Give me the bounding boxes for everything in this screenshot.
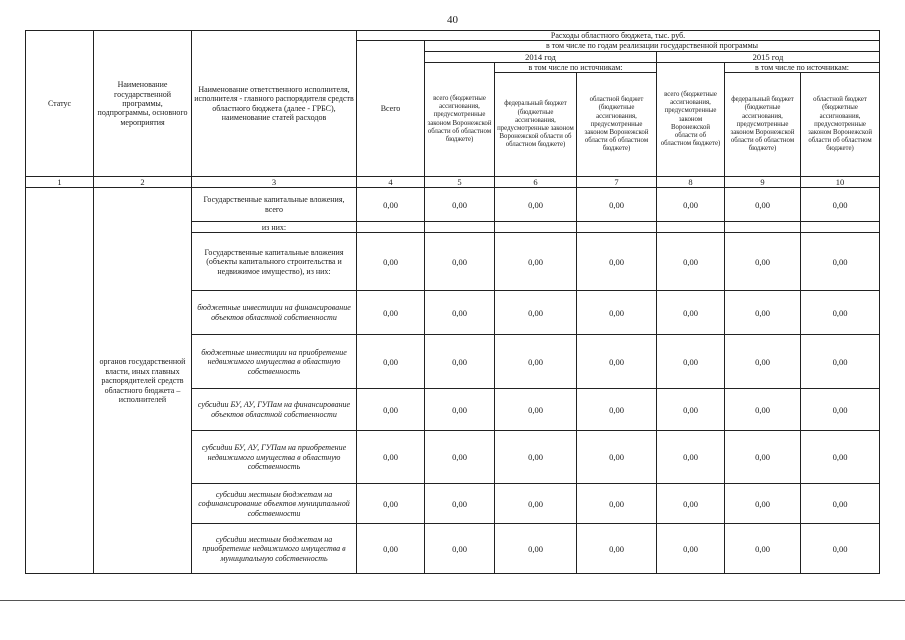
column-number: 6 (495, 177, 577, 188)
row-label: субсидии БУ, АУ, ГУПам на финансирование объектов областной собственности (192, 389, 357, 431)
value-cell: 0,00 (577, 335, 657, 389)
header-expenses-title: Расходы областного бюджета, тыс. руб. (357, 31, 880, 41)
header-year-2014: 2014 год (425, 51, 657, 62)
header-status: Статус (26, 31, 94, 177)
value-cell: 0,00 (495, 188, 577, 222)
value-total: 0,00 (357, 188, 425, 222)
value-total: 0,00 (357, 431, 425, 484)
column-number: 7 (577, 177, 657, 188)
header-responsible: Наименование ответственного исполнителя, исполнителя - главного распорядителя средств областного бюджета (далее - ГРБС), наименование статей расходов (192, 31, 357, 177)
value-cell: 0,00 (725, 291, 801, 335)
value-cell: 0,00 (425, 233, 495, 291)
value-cell: 0,00 (657, 335, 725, 389)
value-cell: 0,00 (801, 335, 880, 389)
value-cell: 0,00 (495, 233, 577, 291)
column-number: 8 (657, 177, 725, 188)
value-cell: 0,00 (657, 188, 725, 222)
value-cell: 0,00 (495, 291, 577, 335)
budget-table (25, 30, 880, 574)
column-number: 4 (357, 177, 425, 188)
value-cell: 0,00 (425, 389, 495, 431)
value-cell: 0,00 (577, 233, 657, 291)
value-cell: 0,00 (495, 484, 577, 524)
value-cell: 0,00 (725, 524, 801, 574)
value-cell: 0,00 (495, 524, 577, 574)
value-cell: 0,00 (801, 233, 880, 291)
row-label: из них: (192, 222, 357, 233)
program-name-cell: органов государственной власти, иных главных распорядителей средств областного бюджета – исполнителей (94, 188, 192, 574)
row-label: бюджетные инвестиции на финансирование объектов областной собственности (192, 291, 357, 335)
value-cell: 0,00 (425, 431, 495, 484)
value-total: 0,00 (357, 389, 425, 431)
value-cell: 0,00 (801, 431, 880, 484)
value-cell: 0,00 (725, 431, 801, 484)
column-number: 5 (425, 177, 495, 188)
column-number: 3 (192, 177, 357, 188)
value-cell: 0,00 (495, 389, 577, 431)
value-cell: 0,00 (425, 335, 495, 389)
value-cell: 0,00 (801, 291, 880, 335)
column-number-row (26, 177, 880, 188)
status-cell (26, 188, 94, 574)
column-number: 9 (725, 177, 801, 188)
value-cell: 0,00 (577, 484, 657, 524)
value-cell: 0,00 (801, 484, 880, 524)
value-cell: 0,00 (425, 188, 495, 222)
column-number: 10 (801, 177, 880, 188)
value-cell: 0,00 (425, 484, 495, 524)
header-regional-2014: областной бюджет (бюджетные ассигнования, предусмотренные законом Воронежской области об областном бюджете) (577, 73, 657, 177)
value-cell: 0,00 (657, 389, 725, 431)
value-cell: 0,00 (725, 188, 801, 222)
row-label: Государственные капитальные вложения (объекты капитального строительства и недвижимое имущество), из них: (192, 233, 357, 291)
value-cell: 0,00 (495, 335, 577, 389)
value-cell: 0,00 (725, 484, 801, 524)
row-label: Государственные капитальные вложения, всего (192, 188, 357, 222)
row-label: субсидии БУ, АУ, ГУПам на приобретение недвижимого имущества в областную собственность (192, 431, 357, 484)
header-by-years: в том числе по годам реализации государственной программы (425, 41, 880, 51)
value-total: 0,00 (357, 291, 425, 335)
bottom-divider (0, 600, 905, 601)
header-program-name: Наименование государственной программы, подпрограммы, основного мероприятия (94, 31, 192, 177)
value-total: 0,00 (357, 335, 425, 389)
value-cell: 0,00 (577, 291, 657, 335)
value-cell: 0,00 (801, 389, 880, 431)
value-cell: 0,00 (725, 233, 801, 291)
value-cell: 0,00 (495, 431, 577, 484)
page-number: 40 (447, 14, 458, 26)
header-total: Всего (357, 41, 425, 177)
header-year-2015: 2015 год (657, 51, 880, 62)
value-cell: 0,00 (801, 524, 880, 574)
value-cell: 0,00 (657, 291, 725, 335)
row-label: субсидии местным бюджетам на софинансирование объектов муниципальной собственности (192, 484, 357, 524)
value-cell: 0,00 (725, 335, 801, 389)
value-cell: 0,00 (425, 291, 495, 335)
header-regional-2015: областной бюджет (бюджетные ассигнования, предусмотренные законом Воронежской области об областном бюджете) (801, 73, 880, 177)
value-cell: 0,00 (657, 233, 725, 291)
value-cell: 0,00 (725, 389, 801, 431)
column-number: 2 (94, 177, 192, 188)
value-cell: 0,00 (657, 431, 725, 484)
header-federal-2014: федеральный бюджет (бюджетные ассигнования, предусмотренные законом Воронежской области об областном бюджете) (495, 73, 577, 177)
value-cell: 0,00 (577, 524, 657, 574)
value-total: 0,00 (357, 233, 425, 291)
value-cell: 0,00 (801, 188, 880, 222)
header-federal-2015: федеральный бюджет (бюджетные ассигнования, предусмотренные законом Воронежской области об областном бюджете) (725, 73, 801, 177)
header-by-sources-2015: в том числе по источникам: (725, 62, 880, 72)
header-by-sources-2014: в том числе по источникам: (495, 62, 657, 72)
value-cell: 0,00 (657, 484, 725, 524)
header-all-budget-2015: всего (бюджетные ассигнования, предусмотренные законом Воронежской области об областном бюджете) (657, 62, 725, 176)
value-cell: 0,00 (577, 188, 657, 222)
value-total: 0,00 (357, 484, 425, 524)
row-label: бюджетные инвестиции на приобретение недвижимого имущества в областную собственность (192, 335, 357, 389)
value-total: 0,00 (357, 524, 425, 574)
row-label: субсидии местным бюджетам на приобретение недвижимого имущества в муниципальную собственность (192, 524, 357, 574)
value-cell: 0,00 (577, 431, 657, 484)
value-cell: 0,00 (425, 524, 495, 574)
value-cell: 0,00 (577, 389, 657, 431)
table-row (26, 188, 880, 222)
header-all-budget-2014: всего (бюджетные ассигнования, предусмотренные законом Воронежской области об областном бюджете) (425, 62, 495, 176)
value-cell: 0,00 (657, 524, 725, 574)
column-number: 1 (26, 177, 94, 188)
